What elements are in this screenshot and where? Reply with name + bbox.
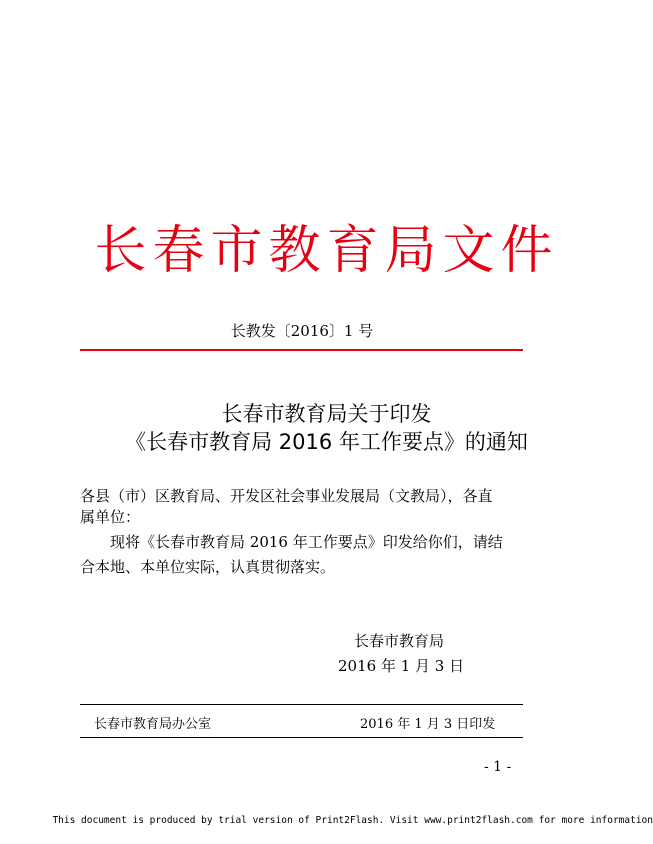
body-line-3: 现将《长春市教育局 2016 年工作要点》印发给你们，请结 <box>80 533 503 551</box>
body-line-2: 属单位： <box>80 508 141 526</box>
notice-title-line-2: 《长春市教育局 2016 年工作要点》的通知 <box>125 430 528 454</box>
document-header: 长春市教育局文件 <box>94 221 559 281</box>
body-line-4: 合本地、本单位实际，认真贯彻落实。 <box>80 558 336 576</box>
red-divider <box>80 349 523 351</box>
signature-org: 长春市教育局 <box>354 632 445 650</box>
document-number: 长教发〔2016〕1 号 <box>230 322 374 340</box>
trial-watermark-text: This document is produced by trial version of Print2Flash. Visit www.print2flash.com for more information <box>52 815 653 826</box>
body-line-1: 各县（市）区教育局、开发区社会事业发展局（文教局），各直 <box>80 487 493 505</box>
page-number: - 1 - <box>484 759 512 775</box>
signature-date: 2016 年 1 月 3 日 <box>338 657 465 675</box>
footer-issue-date: 2016 年 1 月 3 日印发 <box>360 717 496 732</box>
footer-top-rule <box>80 704 523 705</box>
footer-bottom-rule <box>80 737 523 738</box>
footer-issuer: 长春市教育局办公室 <box>94 717 212 732</box>
notice-title-line-1: 长春市教育局关于印发 <box>221 402 432 426</box>
